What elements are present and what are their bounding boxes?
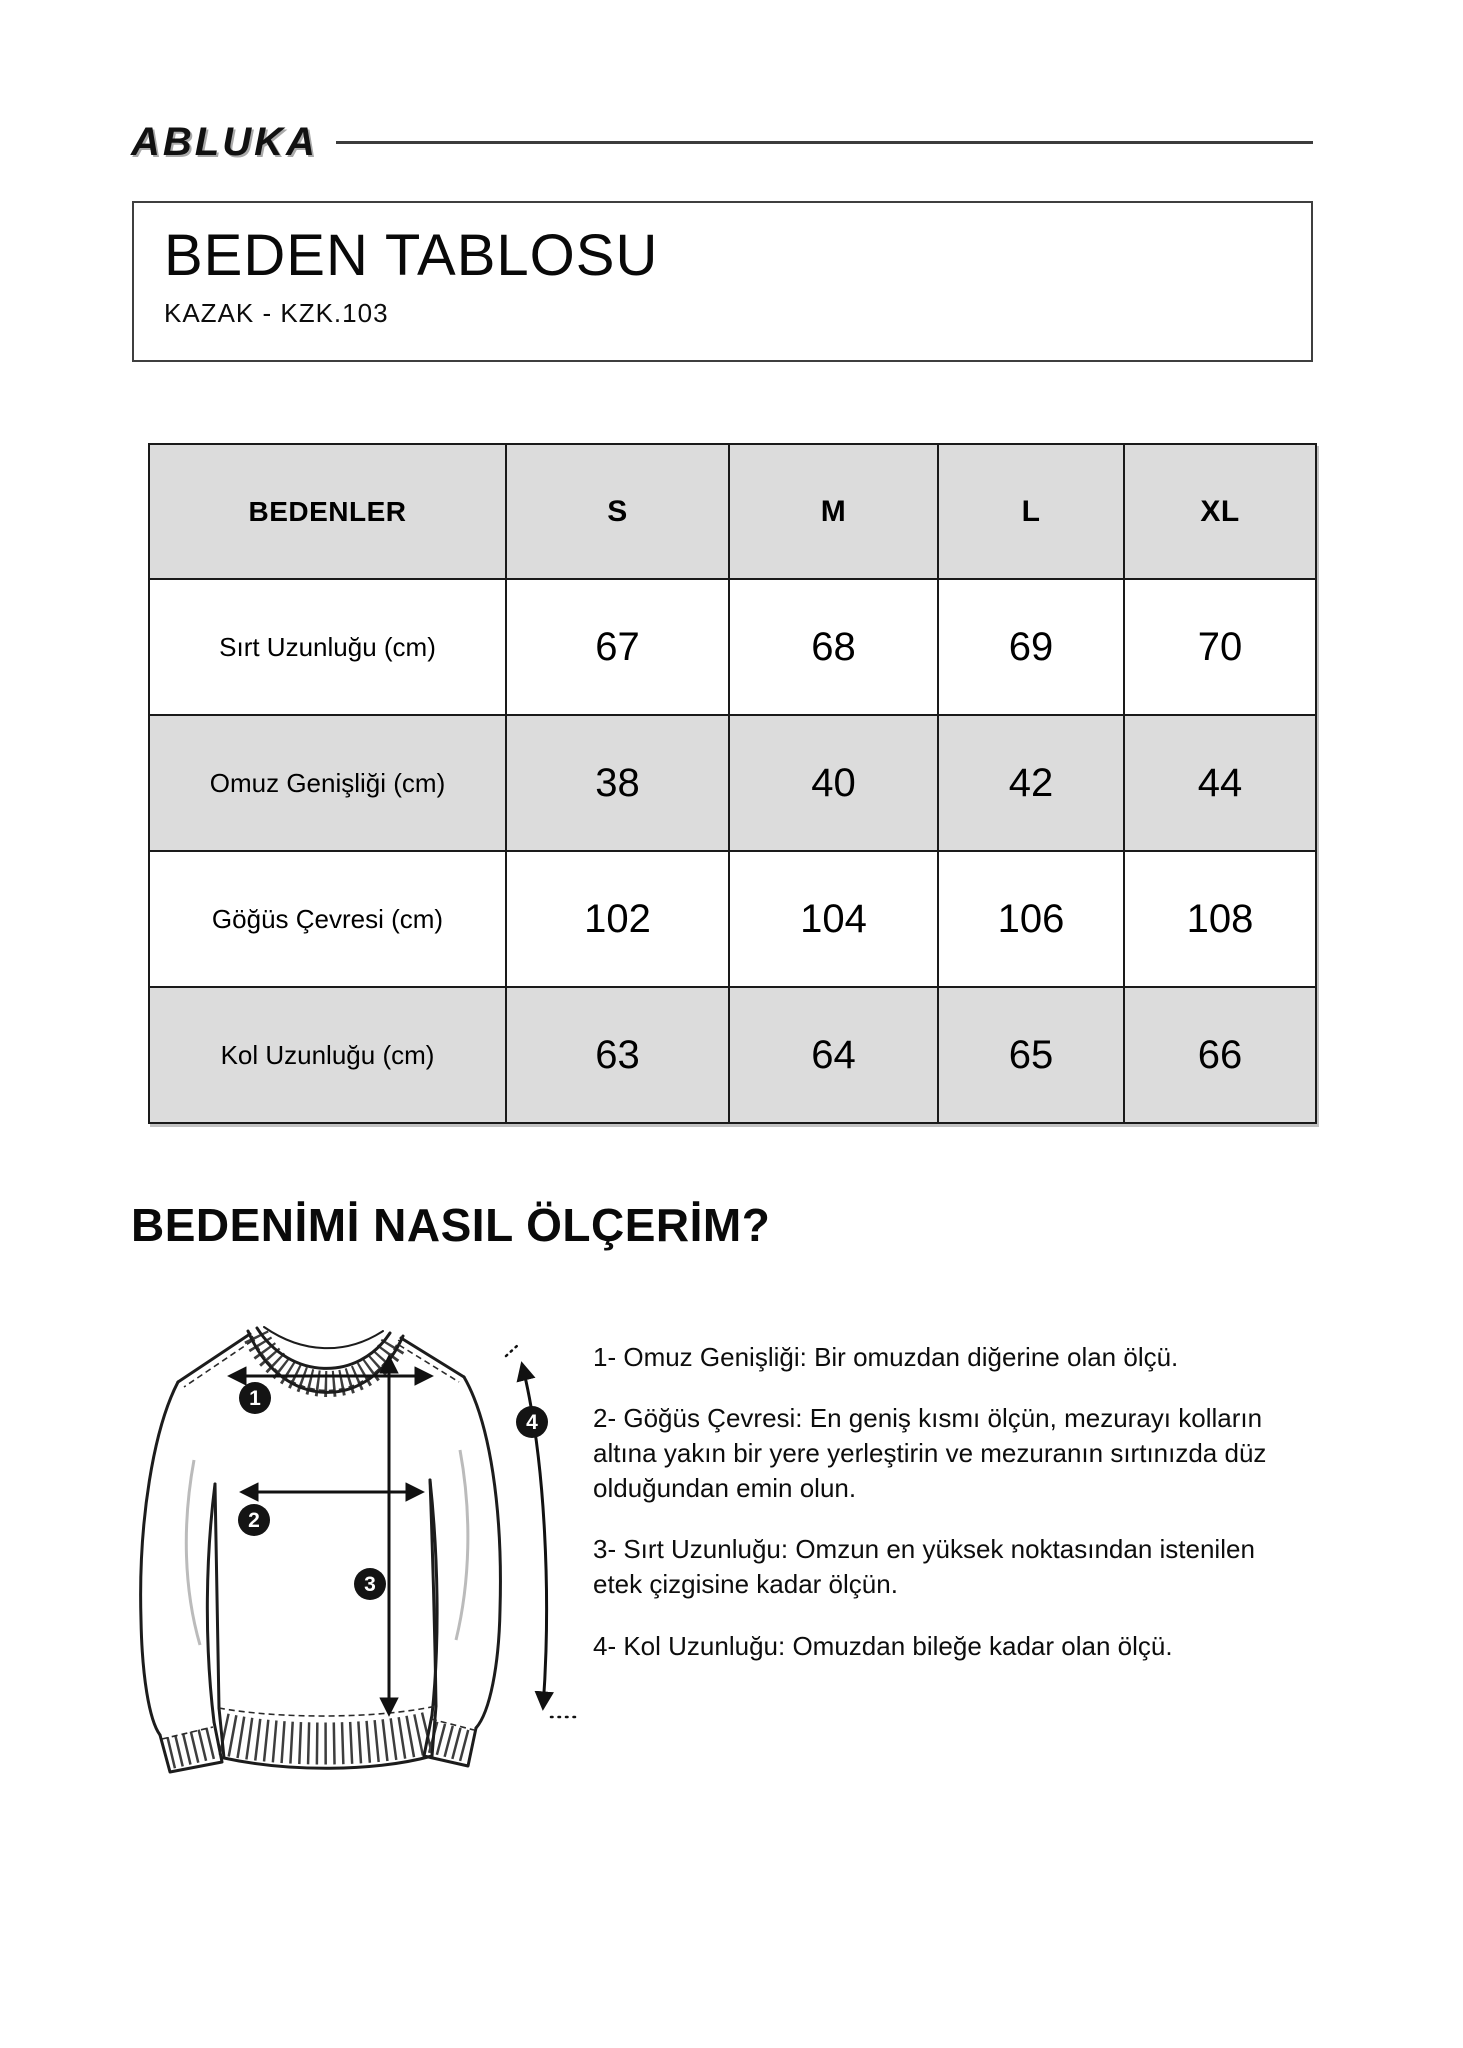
row-label: Omuz Genişliği (cm) bbox=[149, 715, 506, 851]
column-header-m: M bbox=[729, 444, 938, 579]
table-cell: 40 bbox=[729, 715, 938, 851]
column-header-l: L bbox=[938, 444, 1124, 579]
table-cell: 38 bbox=[506, 715, 729, 851]
sweater-shading bbox=[186, 1450, 468, 1645]
table-cell: 102 bbox=[506, 851, 729, 987]
table-cell: 67 bbox=[506, 579, 729, 715]
table-row bbox=[149, 987, 1316, 1123]
sweater-illustration bbox=[118, 1310, 590, 1812]
brand-logo: ABLUKA bbox=[131, 120, 318, 164]
table-cell: 66 bbox=[1124, 987, 1316, 1123]
table-cell: 70 bbox=[1124, 579, 1316, 715]
page-title: BEDEN TABLOSU bbox=[164, 223, 659, 288]
row-label: Sırt Uzunluğu (cm) bbox=[149, 579, 506, 715]
sleeve-arrow-dots-top bbox=[506, 1345, 518, 1356]
instruction-omuz-genisligi: 1- Omuz Genişliği: Bir omuzdan diğerine olan ölçü. bbox=[593, 1342, 1179, 1372]
size-table bbox=[148, 443, 1317, 1124]
column-header-bedenler: BEDENLER bbox=[149, 444, 506, 579]
table-cell: 65 bbox=[938, 987, 1124, 1123]
table-cell: 108 bbox=[1124, 851, 1316, 987]
table-cell: 63 bbox=[506, 987, 729, 1123]
row-label: Göğüs Çevresi (cm) bbox=[149, 851, 506, 987]
sweater-outline bbox=[141, 1327, 501, 1772]
product-code: KAZAK - KZK.103 bbox=[164, 297, 389, 328]
table-cell: 104 bbox=[729, 851, 938, 987]
table-cell: 44 bbox=[1124, 715, 1316, 851]
instruction-kol-uzunlugu: 4- Kol Uzunluğu: Omuzdan bileğe kadar olan ölçü. bbox=[593, 1630, 1173, 1661]
table-row bbox=[149, 851, 1316, 987]
table-cell: 64 bbox=[729, 987, 938, 1123]
table-cell: 69 bbox=[938, 579, 1124, 715]
marker-4-number: 4 bbox=[526, 1411, 538, 1434]
table-header-row bbox=[149, 444, 1316, 579]
marker-1-number: 1 bbox=[249, 1387, 261, 1410]
table-cell: 42 bbox=[938, 715, 1124, 851]
title-box bbox=[132, 201, 1313, 362]
measurement-instructions bbox=[593, 1340, 1305, 1690]
row-label: Kol Uzunluğu (cm) bbox=[149, 987, 506, 1123]
column-header-xl: XL bbox=[1124, 444, 1316, 579]
instruction-gogus-cevresi: 2- Göğüs Çevresi: En geniş kısmı ölçün, mezurayı kolların altına yakın bir yere yerleştirin ve mezuranın sırtınızda düz olduğundan emin olun. bbox=[593, 1403, 1267, 1504]
header-rule bbox=[336, 141, 1313, 144]
section-heading: BEDENİMİ NASIL ÖLÇERİM? bbox=[131, 1199, 771, 1251]
table-row bbox=[149, 579, 1316, 715]
column-header-s: S bbox=[506, 444, 729, 579]
table-cell: 68 bbox=[729, 579, 938, 715]
marker-3-number: 3 bbox=[364, 1573, 376, 1596]
instruction-sirt-uzunlugu: 3- Sırt Uzunluğu: Omzun en yüksek noktasından istenilen etek çizgisine kadar ölçün. bbox=[593, 1534, 1255, 1600]
brand-header bbox=[131, 122, 1313, 162]
table-cell: 106 bbox=[938, 851, 1124, 987]
marker-2-number: 2 bbox=[248, 1509, 260, 1532]
table-row bbox=[149, 715, 1316, 851]
sweater-diagram-svg bbox=[118, 1310, 590, 1812]
